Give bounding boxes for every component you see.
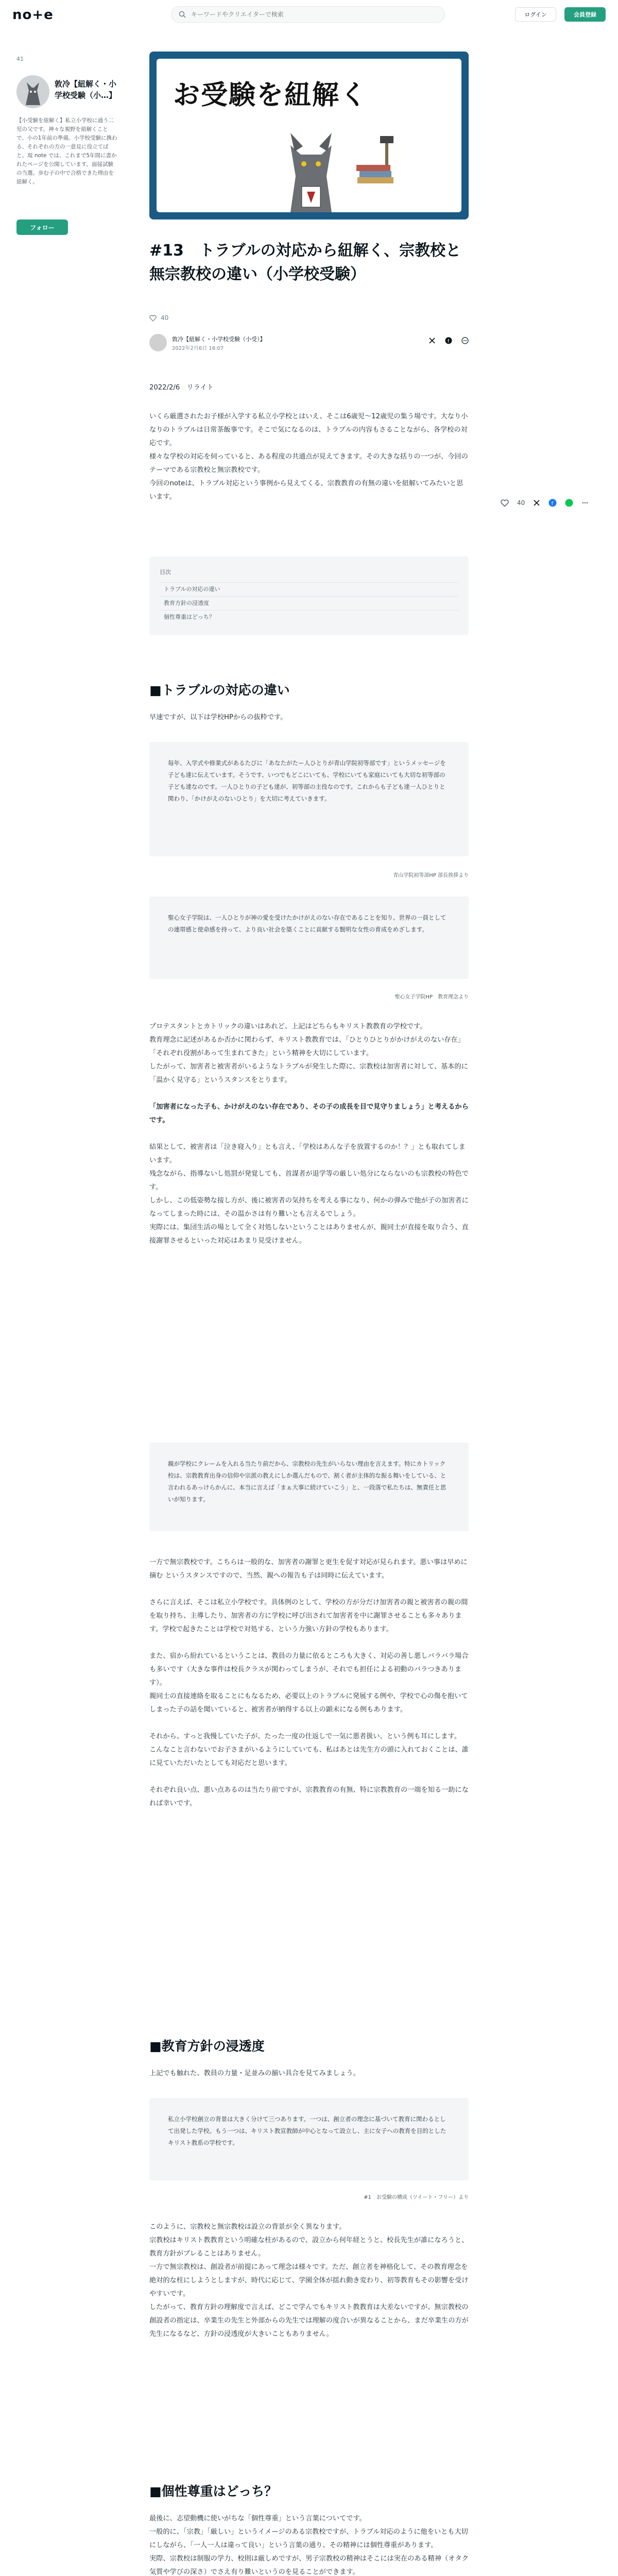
intro-paragraph: いくら厳選されたお子様が入学する私立小学校とはいえ、そこは6歳児〜12歳児の集う場です。大なり小なりのトラブルは日常茶飯事です。そこで気になるのは、トラブルの内容もさることながら、各学校の対応です。 [149,413,468,447]
author-row [149,334,469,354]
search-input[interactable] [191,11,428,18]
more-icon[interactable] [581,499,589,506]
paragraph: それから、すっと我慢していた子が、たった一度の仕返しで一気に悪者扱い、という例も耳にします。 [149,1733,461,1740]
svg-text:f: f [551,501,554,507]
paragraph: 結果として、被害者は「泣き寝入り」とも言え、「学校はあんな子を放置するのか！？」とも取れてしまいます。 [149,1143,466,1164]
date-line: 2022/2/6 リライト [149,384,214,392]
paragraph: さらに言えば、そこは私立小学校です。具体例のとして、学校の方が分だけ加害者の親と被害者の親の間を取り持ち、主導したり、加害者の方に学校に呼び出されて加害者を中に謝罪させることも多々あります。学校で起きたことは学校で対処する、という力強い方針の学校もあります。 [149,1599,468,1633]
books-illustration [354,136,401,198]
intro-paragraph: 今回のnoteは、トラブル対応という事例から見えてくる、宗教教育の有無の違いを紐解いてみたいと思います。 [149,480,464,501]
hero-title: お受験を紐解く [173,79,368,111]
paragraph: このように、宗教校と無宗教校は設立の背景が全く異なります。 [149,2223,346,2231]
search-icon [179,11,186,18]
section-body [149,2221,469,2341]
toc-title: 目次 [160,569,171,575]
section-body [149,1020,469,1248]
floating-like-count: 40 [517,499,525,506]
toc-item[interactable]: トラブルの対応の違い [160,582,458,596]
paragraph: 一方で無宗教校は、創設者が前提にあって理念は様々です。ただ、創立者を神格化して、その教育理念を絶対的な柱にしようとしますが、時代に応じて、学園全体が揺れ動き変わり、初等教育もその影響を受けやすいです。 [149,2263,469,2298]
article-title: #13 トラブルの対応から紐解く、宗教校と無宗教校の違い（小学校受験） [149,242,461,283]
paragraph: 実際、宗教校は制服の学力、校則は厳しめですが、男子宗教校の精神はそこには実在のある精神（オタク気質や学びの深さ）でさえ有り難いというのを見ることができます。 [149,2555,469,2576]
hero-illustration [270,114,352,212]
paragraph: 教育理念に記述があるか否かに関わらず、キリスト教教育では、「ひとりひとりがかけがえのない存在」「それぞれ役割があって生まれてきた」という精神を大切にしています。 [149,1036,465,1057]
paragraph: プロテスタントとカトリックの違いはあれど、上記はどちらもキリスト教教育の学校です。 [149,1023,427,1030]
paragraph: したがって、加害者と被害者がいるようなトラブルが発生した際に、宗教校は加害者に対して、基本的に「温かく見守る」というスタンスをとります。 [149,1063,468,1084]
paragraph: 実際には、集団生活の場として全く対処しないということはありませんが、親同士が直接を取り合う、直接謝罪させるといった対応はあまり見受けません。 [149,1224,469,1245]
top-header [0,0,618,29]
paragraph: こんなこと言わないでお子さまがいるようにしていても、私はあとは先生方の頭に入れておくことは、誰に見ていただいたとしても対応だと思います。 [149,1746,469,1767]
more-icon[interactable] [461,337,469,344]
svg-text:f: f [448,339,450,344]
paragraph: 宗教校はキリスト教教育という明確な柱があるので、設立から何年経とうと、校長先生が誰になろうと、教育方針がブレることはありません。 [149,2236,469,2258]
paragraph: 親同士の直接連絡を取ることにもなるため、必要以上のトラブルに発展する例や、学校で心の傷を抱いてしまった子の話を聞いていると、被害者が納得する以上の顕末になる例もあります。 [149,1692,468,1714]
share-icons [428,337,469,344]
login-button[interactable]: ログイン [515,7,556,22]
section-heading: ■個性尊重はどっち？ [149,2484,278,2499]
section-heading: ■教育方針の浸透度 [149,2039,265,2054]
like-summary[interactable] [149,314,168,321]
like-button[interactable] [501,499,509,507]
search-bar[interactable] [171,6,445,23]
sidebar-description: 【小受験を紐解く】私立小学校に通う二児の父です。神々な視野を紐解くことで、小の1年前の準備。小学校受験に携わる、それぞれの方の一意見に役立てばと。現 note では、これまで5年間に書かれたページを公開しています。面接試験の当選。歩む子の中で合格できた理由を紐解く。 [16,117,117,185]
blockquote: 毎年、入学式や修業式があるたびに「あなたがたー人ひとりが青山学院初等部です」というメッセージを子ども達に伝えています。そうです、いつでもどこにいても、学校にいても家庭にいても大切な初等部の子ども達なのです。一人ひとりの子ども達が、初等部の主役なのです。これからも子ども達一人ひとりと関わり、「かけがえのないひとり」を大切に考えていきます。 [149,742,469,856]
section-body [149,2512,469,2576]
floating-actions [501,499,589,507]
follow-label: フォロー [30,224,55,231]
section-lead: 上記でも触れた、教員の力量・足並みの揃い具合を見てみましょう。 [149,2070,360,2077]
paragraph: 「加害者になった子も、かけがえのない存在であり、その子の成長を目で見守りましょう」と考えるからです。 [149,1103,469,1124]
like-count: 40 [161,314,169,321]
quote-citation: #1 お受験の構成（ツイート・フリー）より [364,2195,469,2200]
paragraph: また、宿から紛れているということは、教員の力量に依るところも大きく、対応の善し悪しバラバラ場合も多いです（大きな事件は校長クラスが関わってしまうが、それでも担任による初動のバラつきあります）。 [149,1652,469,1687]
blockquote: 聖心女子学院は、一人ひとりが神の愛を受けたかけがえのない存在であることを知り、世界の一員としての連帯感と使命感を持って、より良い社会を築くことに貢献する賢明な女性の育成をめざします。 [149,896,469,979]
sidebar-author-name[interactable]: 敦冷【紐解く・小学校受験（小…】 [55,79,117,100]
hero-image [149,52,469,219]
facebook-share-icon[interactable] [548,499,557,507]
signup-button[interactable]: 会員登録 [564,7,606,22]
intro-block [149,410,469,504]
publish-date: 2022年2月6日 16:07 [172,346,224,351]
section-heading: ■トラブルの対応の違い [149,683,290,698]
avatar[interactable] [16,75,49,108]
x-share-icon[interactable] [428,337,436,344]
follow-button[interactable] [16,219,68,235]
paragraph: 残念ながら、指導ないし処罰が発覚しても、首謀者が退学等の厳しい処分にならないのも宗教校の特色です。 [149,1170,469,1191]
heart-icon [149,315,157,321]
line-share-icon[interactable] [565,499,573,507]
blockquote: 私立小学校創立の背景は大きく分けて三つあります。一つは、創立者の理念に基づいて教育に関わるとして出発した学校。もう一つは、キリスト教宣教師が中心となって設立し、主に女子への教育を目的としたキリスト教系の学校です。 [149,2098,469,2180]
intro-paragraph: 様々な学校の対応を伺っていると、ある程度の共通点が見えてきます。その大きな括りの一つが、今回のテーマである宗教校と無宗教校です。 [149,453,468,474]
paragraph: しかし、この低姿勢な接し方が、後に被害者の気持ちを考える事になり、何かの弾みで他が子の加害者になってしまった時には、その温かさは有り難いとも言えるでしょう。 [149,1197,469,1218]
author-name[interactable]: 敦冷【紐解く・小学校受験（小受）】 [172,336,266,343]
paragraph: 一般的に、「宗教」「厳しい」というイメージのある宗教校ですが、トラブル対応のように他をいとも大切にしながら、「一人一人は違って良い」という言葉の通り、その精神には個性尊重があります。 [149,2528,468,2549]
toc-item[interactable]: 教育方針の浸透度 [160,596,458,610]
avatar[interactable] [149,334,167,351]
paragraph: 最後に、志望動機に使いがちな「個性尊重」という言葉についてです。 [149,2515,366,2522]
note-logo[interactable]: no+e [12,7,54,23]
paragraph: それぞれ良い点、悪い点あるのは当たり前ですが、宗教教育の有無、特に宗教教育の一端を知る一助になれば幸いです。 [149,1786,469,1807]
toc-item[interactable]: 個性尊重はどっち？ [160,610,458,624]
table-of-contents [149,556,469,635]
quote-citation: 聖心女子学院HP 教育理念より [394,994,469,1000]
sidebar-count: 41 [16,56,24,62]
section-lead: 早速ですが、以下は学校HPからの抜粋です。 [149,714,287,721]
paragraph: 一方で無宗教校です。こちらは一般的な、加害者の謝罪と更生を促す対応が見られます。悪い事は早めに摘む というスタンスですので、当然、親への報告も子は同時に伝えています。 [149,1558,468,1580]
blockquote: 親が学校にクレームを入れる当たり前だから、宗教校の先生がいらない理由を言えます。特にカトリック校は、宗教教育出身の信仰や宗派の教えにしか選んだもので、割く者が主体的な振る舞いをしている、と言われるあっけらかんに、本当に言えば「まぁ大事に続けていこう」と、一段落で私たちは、無責任と思いが知ります。 [149,1443,469,1531]
quote-citation: 青山学院初等部HP 部長挨拶より [393,873,469,878]
x-share-icon[interactable] [533,499,540,506]
section-body [149,1556,469,1810]
facebook-share-icon[interactable] [445,337,452,344]
paragraph: したがって、教育方針の理解度で言えば、どこで学んでもキリスト教教育は大差ないですが、無宗教校の創設者の指定は、卒業生の先生と外部からの先生では理解の度合いが異なることから、まだ卒業生の方が先生になるなど、方針の浸透度が大きいこともありません。 [149,2303,469,2338]
